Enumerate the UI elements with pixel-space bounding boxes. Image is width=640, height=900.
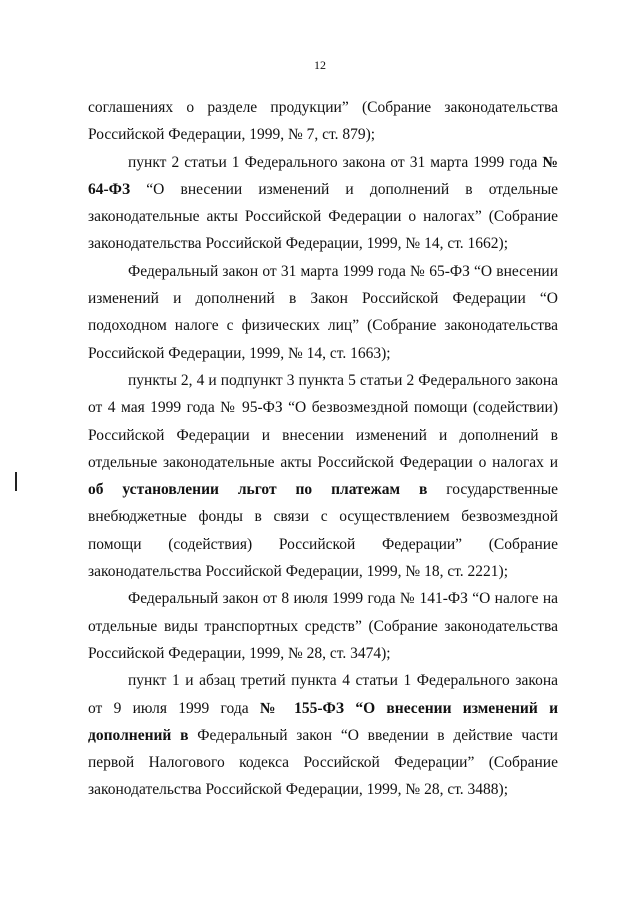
text-segment: Федеральный закон “О введении в действие части первой Налогового кодекса Российской Федерации” (Собрание законодательства Российской Федерации, 1999, № 28, ст. 3488); (88, 726, 558, 799)
margin-mark (15, 472, 17, 491)
text-segment: Федеральный закон от 31 марта 1999 года № 65-ФЗ “О внесении изменений и дополнений в Закон Российской Федерации “О подоходном налоге с физических лиц” (Собрание законодательства Российской Федерации, 1999, № 14, ст. 1663); (88, 262, 558, 362)
document-body (88, 94, 558, 804)
paragraph-1 (88, 94, 558, 149)
bold-text-segment: об установлении льгот по платежам в (88, 481, 428, 499)
text-segment: пункт 2 статьи 1 Федерального закона от 31 марта 1999 года (128, 153, 543, 171)
bold-text-segment: № 64-ФЗ (88, 153, 558, 198)
paragraph-5 (88, 585, 558, 667)
bold-text-segment: № 155-ФЗ “О внесении изменений и дополнений в (88, 699, 558, 744)
text-segment: государственные внебюджетные фонды в связи с осуществлением безвозмездной помощи (содействия) Российской Федерации” (Собрание законодательства Российской Федерации, 1999, № 18, ст. 2221); (88, 481, 559, 581)
page-number: 12 (314, 58, 326, 72)
text-segment: пункты 2, 4 и подпункт 3 пункта 5 статьи 2 Федерального закона от 4 мая 1999 года № 95-ФЗ “О безвозмездной помощи (содействии) Российской Федерации и внесении изменений и дополнений в отдельные законодательные акты Российской Федерации о налогах и (88, 371, 558, 471)
text-segment: “О внесении изменений и дополнений в отдельные законодательные акты Российской Федерации о налогах” (Собрание законодательства Российской Федерации, 1999, № 14, ст. 1662); (88, 180, 558, 253)
paragraph-6 (88, 667, 558, 803)
text-segment: Федеральный закон от 8 июля 1999 года № 141-ФЗ “О налоге на отдельные виды транспортных средств” (Собрание законодательства Российской Федерации, 1999, № 28, ст. 3474); (88, 590, 558, 662)
paragraph-3 (88, 258, 558, 367)
text-segment: пункт 1 и абзац третий пункта 4 статьи 1 Федерального закона от 9 июля 1999 года (88, 672, 558, 717)
paragraph-2 (88, 149, 558, 258)
text-segment: соглашениях о разделе продукции” (Собрание законодательства Российской Федерации, 1999, № 7, ст. 879); (88, 99, 558, 144)
paragraph-4 (88, 367, 558, 585)
